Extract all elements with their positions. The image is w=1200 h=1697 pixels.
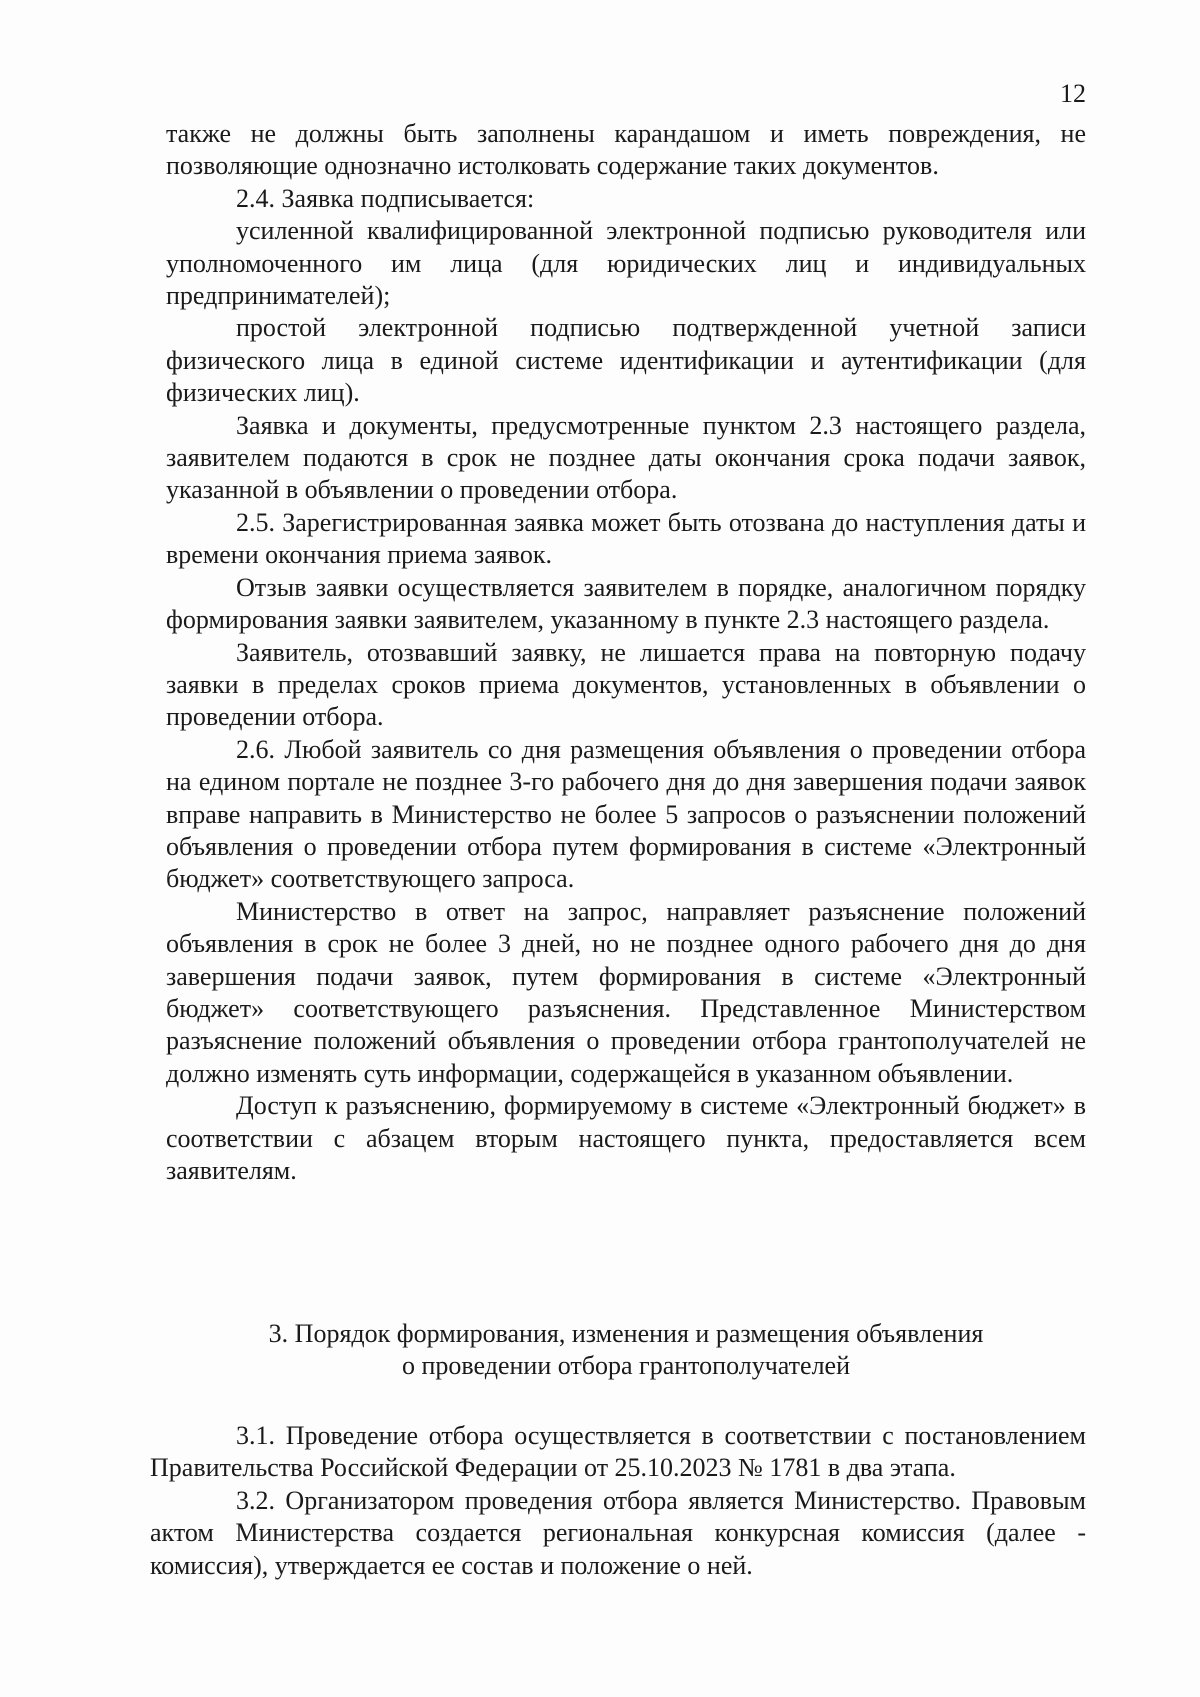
section-3-heading-line-2: о проведении отбора грантополучателей — [402, 1351, 850, 1381]
paragraph-simple-signature: простой электронной подписью подтвержденной учетной записи физического лица в единой системе идентификации и аутентификации (для физических лиц). — [166, 313, 1086, 408]
paragraph-2-4: 2.4. Заявка подписывается: — [236, 183, 535, 213]
paragraph-2-5: 2.5. Зарегистрированная заявка может быть отозвана до наступления даты и времени окончания приема заявок. — [166, 507, 1086, 570]
paragraph-2-6: 2.6. Любой заявитель со дня размещения объявления о проведении отбора на едином портале не позднее 3-го рабочего дня до дня завершения подачи заявок вправе направить в Министерство не более 5 запросов о разъяснении положений объявления о проведении отбора путем формирования в системе «Электронный бюджет» соответствующего запроса. — [166, 734, 1086, 894]
section-3-heading-line-1: 3. Порядок формирования, изменения и размещения объявления — [268, 1319, 984, 1348]
paragraph-access-to-clarification: Доступ к разъяснению, формируемому в системе «Электронный бюджет» в соответствии с абзацем вторым настоящего пункта, предоставляется всем заявителям. — [166, 1091, 1086, 1185]
paragraph-3-1: 3.1. Проведение отбора осуществляется в соответствии с постановлением Правительства Российской Федерации от 25.10.2023 № 1781 в два этапа. — [150, 1421, 1086, 1483]
section-2-body — [166, 118, 1086, 1187]
paragraph-ministry-response: Министерство в ответ на запрос, направляет разъяснение положений объявления в срок не более 3 дней, но не позднее одного рабочего дня до дня завершения подачи заявок, путем формирования в системе «Электронный бюджет» соответствующего разъяснения. Представленное Министерством разъяснение положений объявления о проведении отбора грантополучателей не должно изменять суть информации, содержащейся в указанном объявлении. — [166, 896, 1086, 1088]
paragraph-submission-deadline: Заявка и документы, предусмотренные пунктом 2.3 настоящего раздела, заявителем подаются в срок не позднее даты окончания срока подачи заявок, указанной в объявлении о проведении отбора. — [166, 410, 1086, 505]
section-3-heading — [166, 1318, 1086, 1383]
paragraph-qualified-signature: усиленной квалифицированной электронной подписью руководителя или уполномоченного им лица (для юридических лиц и индивидуальных предпринимателей); — [166, 216, 1086, 311]
section-3-body — [150, 1420, 1086, 1582]
page-number: 12 — [1060, 79, 1086, 108]
paragraph-continuation: также не должны быть заполнены карандашом и иметь повреждения, не позволяющие однозначно истолковать содержание таких документов. — [166, 119, 1086, 181]
paragraph-resubmission-right: Заявитель, отозвавший заявку, не лишается права на повторную подачу заявки в пределах сроков приема документов, установленных в объявлении о проведении отбора. — [166, 637, 1086, 732]
paragraph-3-2: 3.2. Организатором проведения отбора является Министерство. Правовым актом Министерства создается региональная конкурсная комиссия (далее - комиссия), утверждается ее состав и положение о ней. — [150, 1485, 1086, 1580]
paragraph-withdrawal-procedure: Отзыв заявки осуществляется заявителем в порядке, аналогичном порядку формирования заявки заявителем, указанному в пункте 2.3 настоящего раздела. — [166, 572, 1086, 635]
